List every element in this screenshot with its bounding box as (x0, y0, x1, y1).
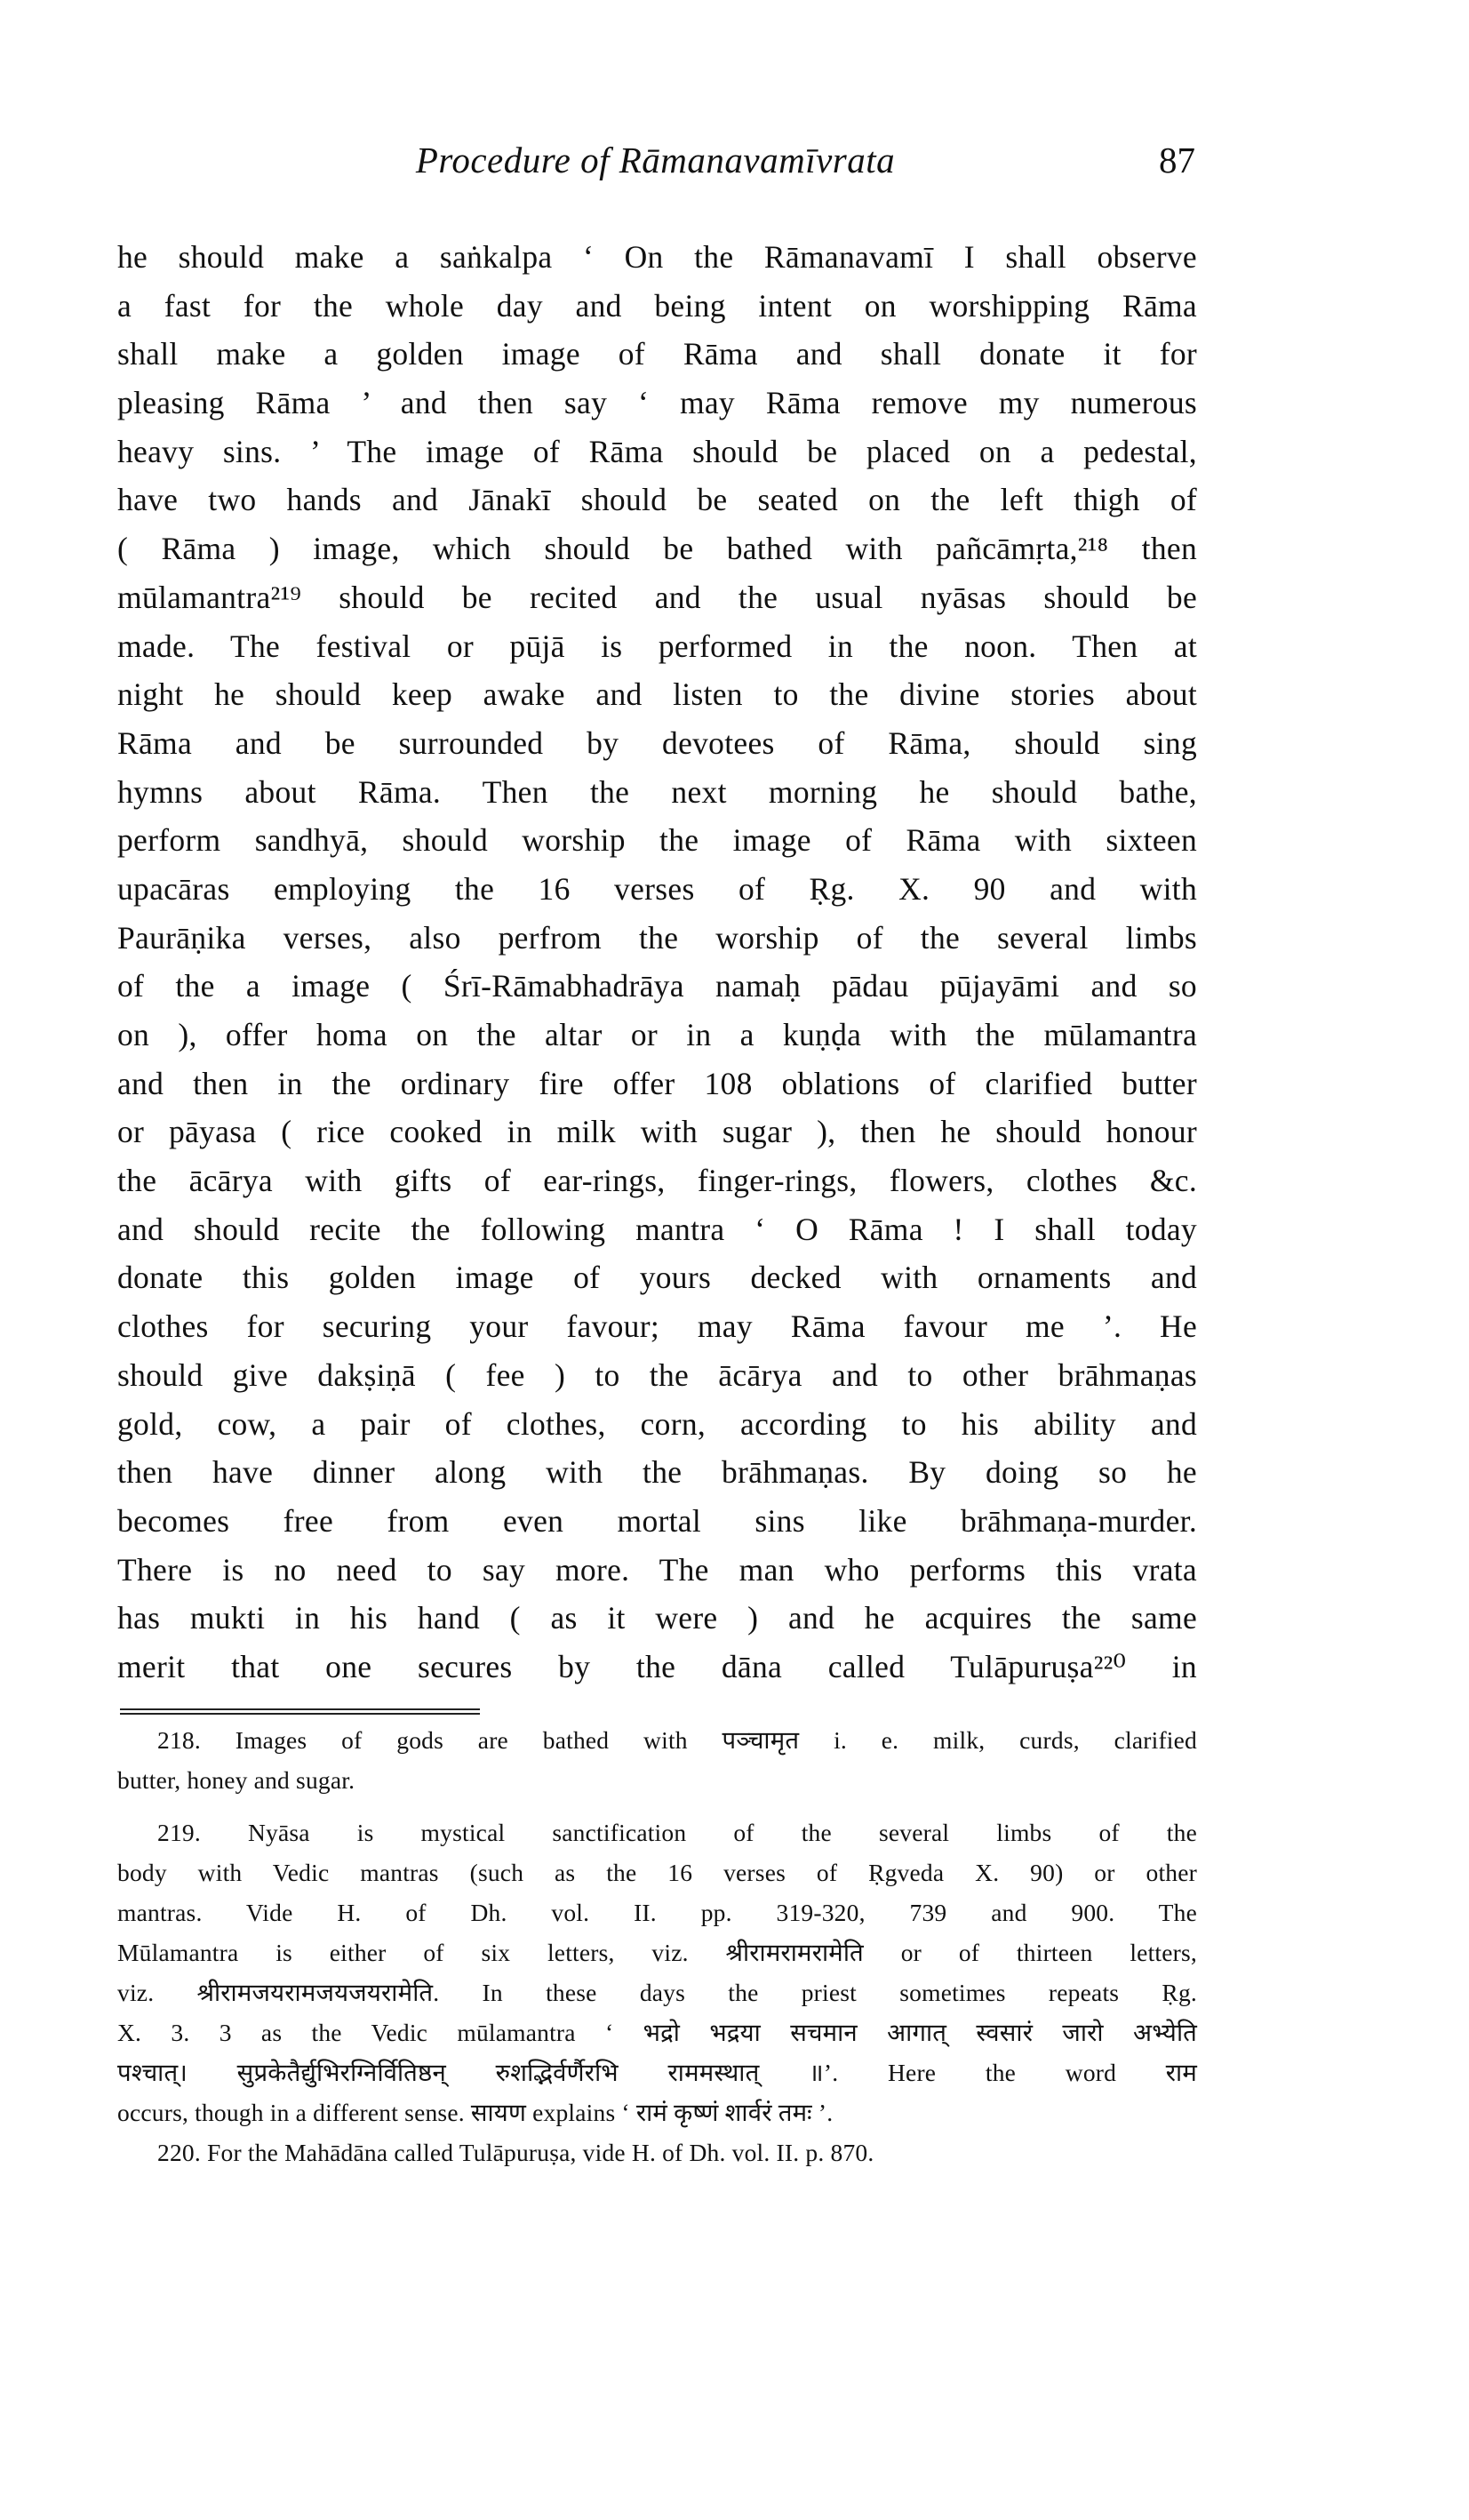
footnote-219-line: 219. Nyāsa is mystical sanctification of the several limbs of the (157, 1819, 1197, 1846)
body-line: ( Rāma ) image, which should be bathed with pañcāmṛta,²¹⁸ then (117, 531, 1197, 567)
footnote-219-line: body with Vedic mantras (such as the 16 verses of Ṛgveda X. 90) or other (117, 1859, 1197, 1886)
footnote-220-line: 220. For the Mahādāna called Tulāpuruṣa, vide H. of Dh. vol. II. p. 870. (157, 2139, 874, 2166)
page-header (116, 133, 1195, 187)
body-line: perform sandhyā, should worship the image of Rāma with sixteen (117, 822, 1197, 859)
body-line: of the a image ( Śrī-Rāmabhadrāya namaḥ pādau pūjayāmi and so (117, 968, 1197, 1004)
body-line: the ācārya with gifts of ear-rings, finger-rings, flowers, clothes &c. (117, 1163, 1197, 1199)
body-line: made. The festival or pūjā is performed in the noon. Then at (117, 628, 1197, 664)
body-line: gold, cow, a pair of clothes, corn, according to his ability and (117, 1405, 1197, 1442)
body-line: a fast for the whole day and being intent on worshipping Rāma (117, 287, 1197, 324)
body-line: has mukti in his hand ( as it were ) and he acquires the same (117, 1600, 1197, 1636)
footnote-218-line: butter, honey and sugar. (117, 1766, 355, 1794)
body-line: pleasing Rāma ’ and then say ‘ may Rāma remove my numerous (117, 385, 1197, 421)
body-line: clothes for securing your favour; may Rāma favour me ’. He (117, 1308, 1197, 1345)
footnote-219-line: occurs, though in a different sense. सायण explains ‘ रामं कृष्णं शार्वरं तमः ’. (117, 2099, 834, 2126)
footnote-219-line: X. 3. 3 as the Vedic mūlamantra ‘ भद्रो भद्रया सचमान आगात् स्वसारं जारो अभ्येति (117, 2019, 1197, 2046)
body-line: heavy sins. ’ The image of Rāma should be placed on a pedestal, (117, 433, 1197, 469)
body-line: and then in the ordinary fire offer 108 oblations of clarified butter (117, 1065, 1197, 1101)
body-line: upacāras employing the 16 verses of Ṛg. X. 90 and with (117, 870, 1197, 907)
body-line: or pāyasa ( rice cooked in milk with sugar ), then he should honour (117, 1114, 1197, 1150)
body-text (117, 233, 1197, 1692)
footnote-219-line: पश्चात्। सुप्रकेतैर्द्युभिरग्निर्वितिष्ठन् रुशद्भिर्वर्णैरभि राममस्थात् ॥’. Here the word राम (117, 2059, 1197, 2086)
body-line: have two hands and Jānakī should be seated on the left thigh of (117, 482, 1197, 518)
body-line: becomes free from even mortal sins like brāhmaṇa-murder. (117, 1502, 1197, 1539)
separator-rule (120, 1713, 480, 1715)
footnote-219-line: viz. श्रीरामजयरामजयजयरामेति. In these days the priest sometimes repeats Ṛg. (117, 1979, 1197, 2006)
body-line: and should recite the following mantra ‘ O Rāma ! I shall today (117, 1211, 1197, 1247)
body-line: Paurāṇika verses, also perfrom the worship of the several limbs (117, 919, 1197, 956)
footnote-218-line: 218. Images of gods are bathed with पञ्चामृत i. e. milk, curds, clarified (157, 1726, 1197, 1754)
body-line: he should make a saṅkalpa ‘ On the Rāmanavamī I shall observe (117, 239, 1197, 275)
body-line: night he should keep awake and listen to the divine stories about (117, 676, 1197, 713)
body-line: There is no need to say more. The man who performs this vrata (117, 1551, 1197, 1588)
footnote-219-line: mantras. Vide H. of Dh. vol. II. pp. 319-320, 739 and 900. The (117, 1899, 1197, 1926)
footnote-separator (120, 1708, 480, 1717)
page-number: 87 (1159, 140, 1195, 180)
running-title: Procedure of Rāmanavamīvrata (415, 140, 896, 180)
body-line: then have dinner along with the brāhmaṇas. By doing so he (117, 1454, 1197, 1491)
body-line: mūlamantra²¹⁹ should be recited and the usual nyāsas should be (117, 579, 1197, 615)
footnotes (117, 1720, 1197, 2172)
body-line: shall make a golden image of Rāma and shall donate it for (117, 336, 1197, 372)
body-line: merit that one secures by the dāna called Tulāpuruṣa²²⁰ in (117, 1648, 1197, 1684)
body-line: donate this golden image of yours decked with ornaments and (117, 1260, 1197, 1296)
body-line: should give dakṣiṇā ( fee ) to the ācārya and to other brāhmaṇas (117, 1356, 1197, 1393)
footnote-gap (117, 1800, 1197, 1812)
footnote-219-line: Mūlamantra is either of six letters, viz. श्रीरामरामरामेति or of thirteen letters, (117, 1939, 1197, 1966)
body-line: Rāma and be surrounded by devotees of Rāma, should sing (117, 724, 1197, 761)
body-line: hymns about Rāma. Then the next morning he should bathe, (117, 773, 1197, 810)
separator-rule (120, 1708, 480, 1710)
body-line: on ), offer homa on the altar or in a kuṇḍa with the mūlamantra (117, 1017, 1197, 1052)
